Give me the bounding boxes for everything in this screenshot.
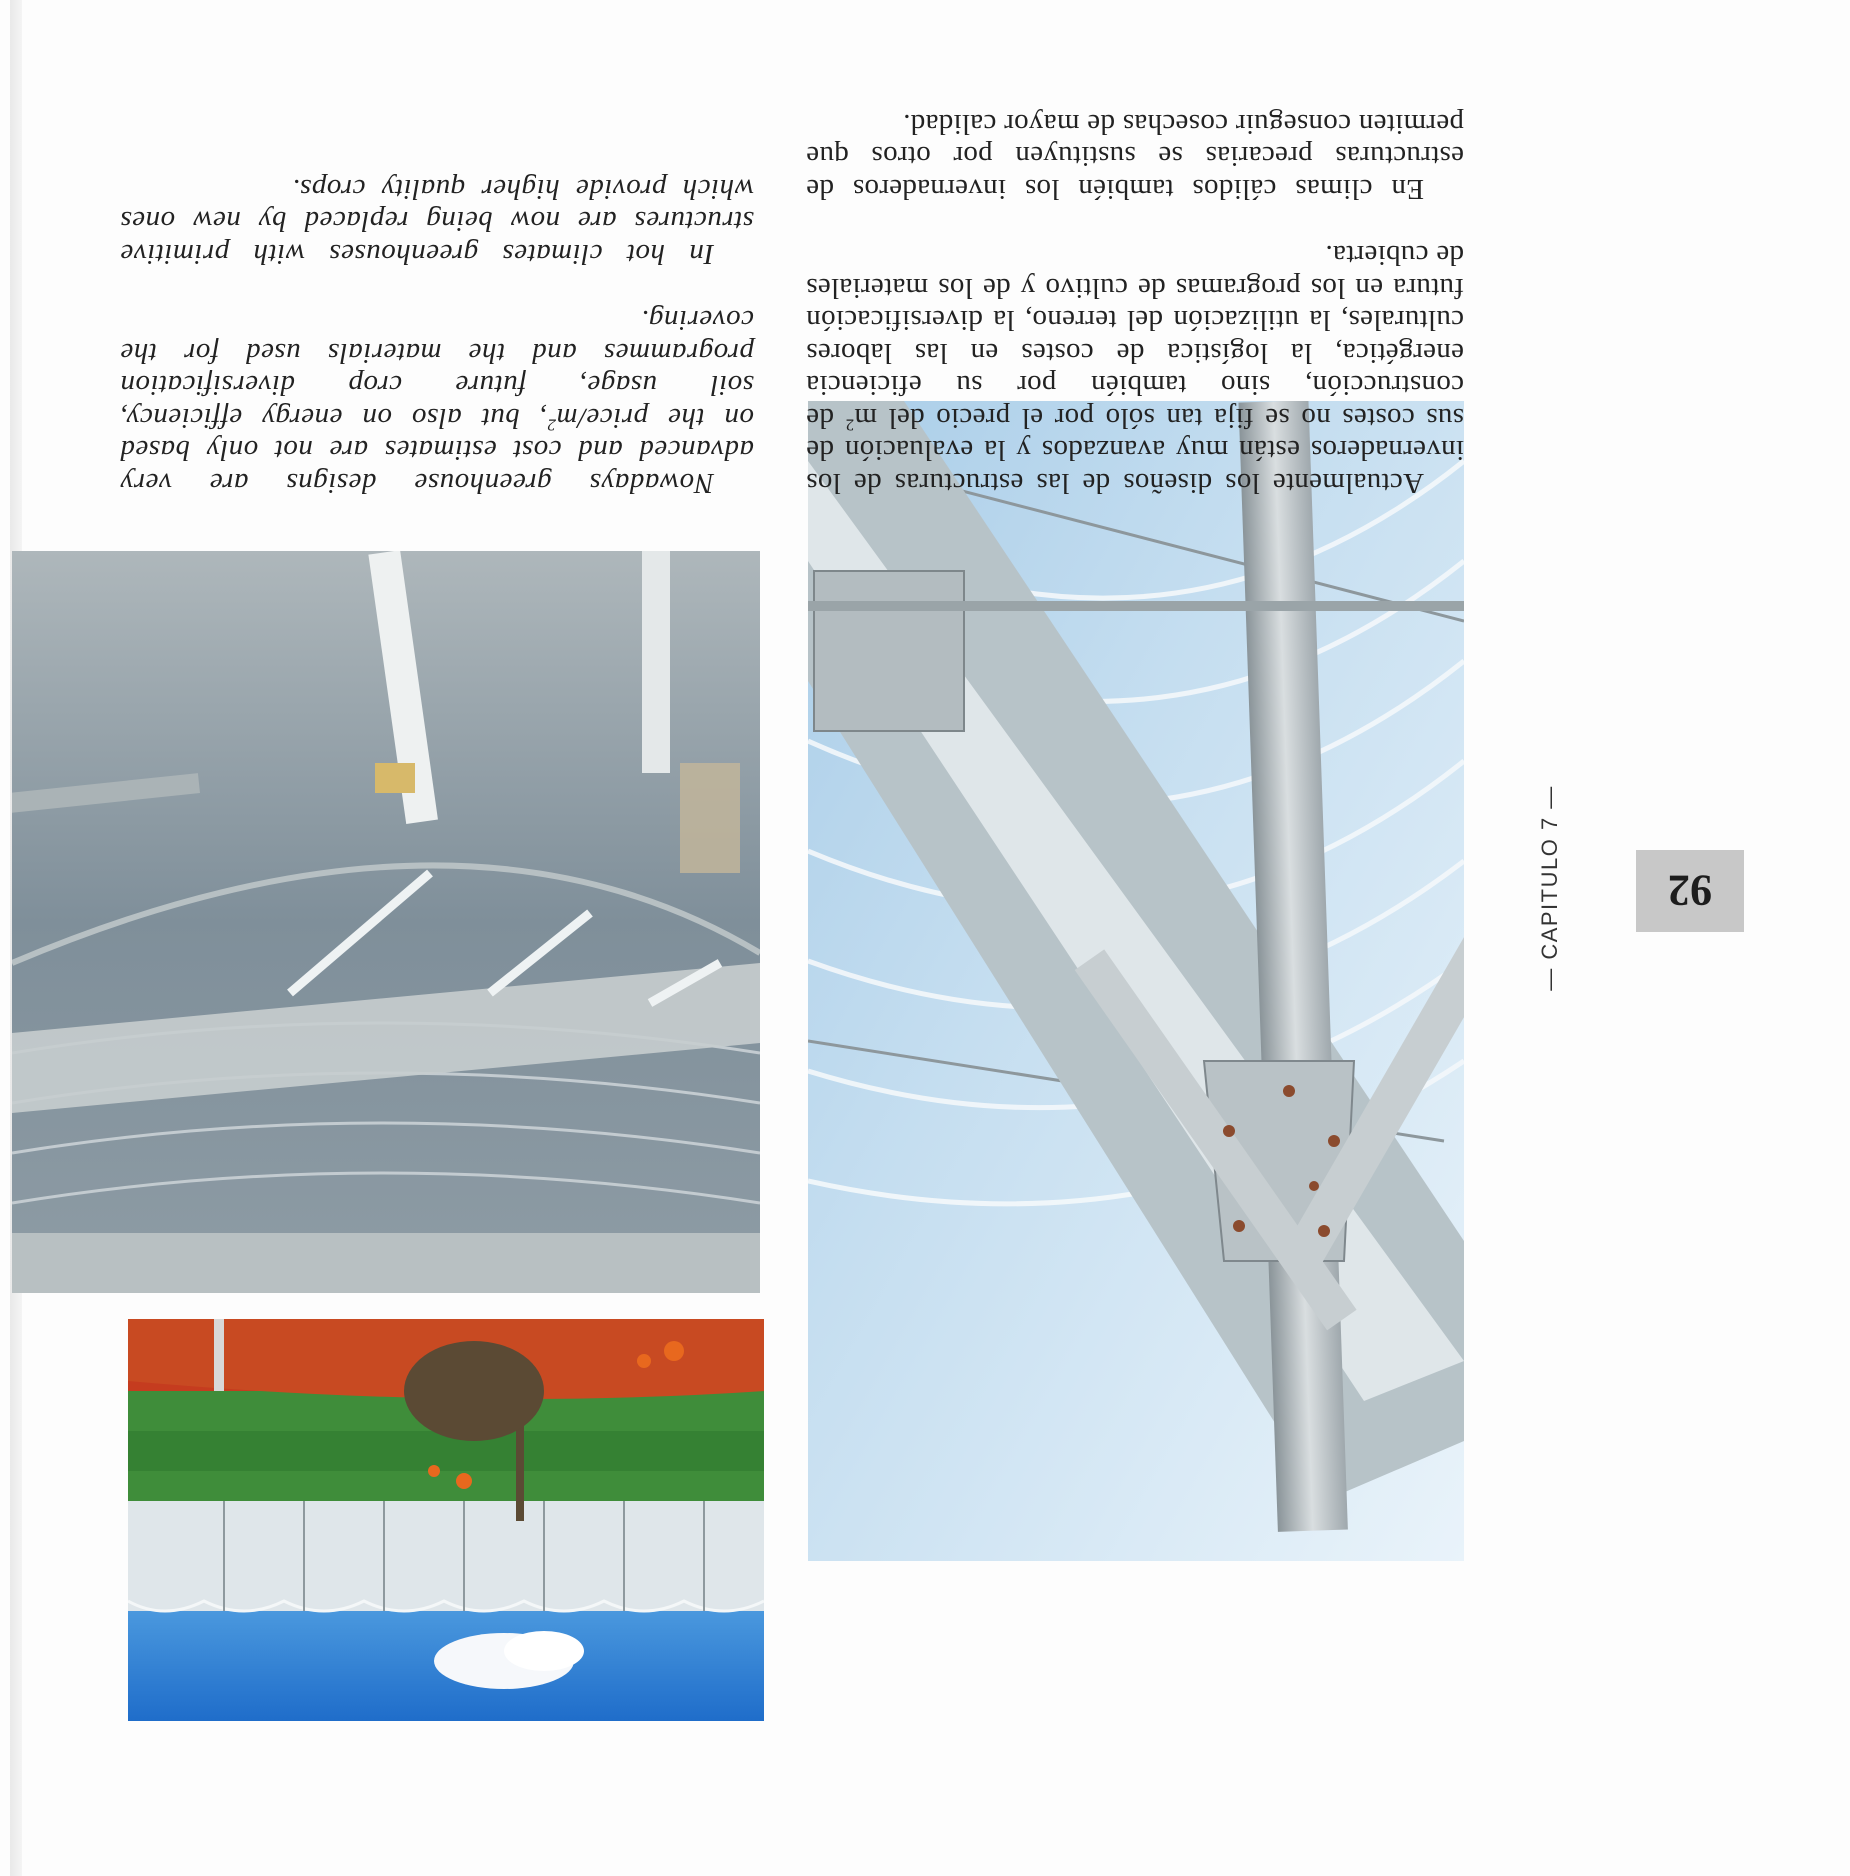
english-paragraph: Nowadays greenhouse designs are very advanced and cost estimates are not only based on the price/$m^2$, but also on energy efficiency, soil usage, future crop diversification programmes and the materials used for the covering.	[120, 304, 754, 499]
photo-steel-frame-roof	[808, 401, 1464, 1561]
spanish-text-column	[806, 74, 1464, 500]
english-text-column	[120, 139, 754, 500]
page-number-badge: 92	[1636, 850, 1744, 932]
photo-greenhouse-interior	[12, 551, 760, 1293]
english-paragraph: In hot climates greenhouses with primitive structures are now being replaced by new ones which provide higher quality crops.	[120, 173, 754, 270]
chapter-label: — CAPITULO 7 —	[1537, 785, 1562, 991]
spanish-paragraph: Actualmente los diseños de las estructuras de los invernaderos están muy avanzados y la evaluación de sus costes no se fija tan sólo por el precio del $m^2$ de construcción, sino también por su eficiencia energética, la logística de costes en las labores culturales, la utilización del terreno, la diversificación futura en los programas de cultivo y de los materiales de cubierta.	[806, 239, 1464, 499]
spanish-paragraph: En climas cálidos también los invernaderos de estructuras precarias se sustituyen por otros que permiten conseguir cosechas de mayor calidad.	[806, 108, 1464, 205]
photo-greenhouse-exterior	[128, 1319, 764, 1721]
